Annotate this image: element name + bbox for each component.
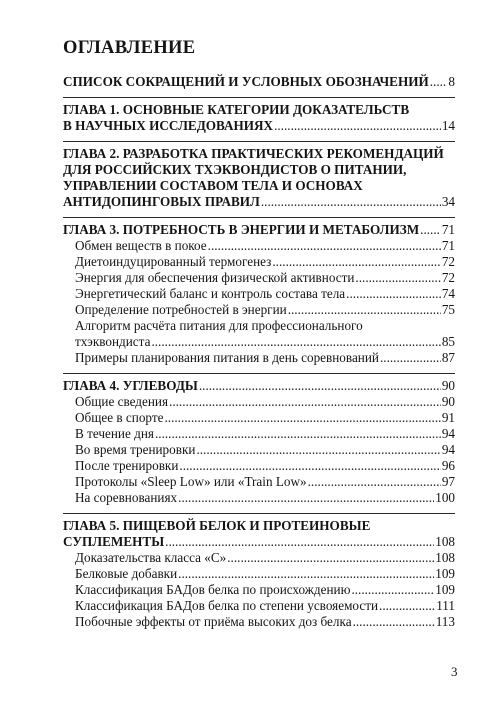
subentry-text: На соревнованиях [75, 490, 178, 505]
chapter-heading-line: СУПЛЕМЕНТЫ [63, 534, 165, 549]
toc-subentry[interactable] [63, 302, 455, 318]
subentry-text: Общие сведения [75, 394, 169, 409]
dot-leader [169, 394, 441, 410]
toc-subentry[interactable] [63, 550, 455, 566]
chapter-heading-entry[interactable] [63, 74, 455, 90]
chapter-heading-line: УПРАВЛЕНИИ СОСТАВОМ ТЕЛА И ОСНОВАХ [63, 178, 363, 193]
toc-chapter [63, 74, 455, 97]
dot-leader [420, 222, 441, 238]
subentry-page-number: 72 [441, 254, 455, 269]
toc-chapter [63, 97, 455, 141]
dot-leader [151, 334, 440, 350]
toc-chapter [63, 217, 455, 373]
page-number: 3 [451, 664, 458, 679]
subentry-page-number: 109 [435, 566, 455, 581]
subentry-page-number: 100 [435, 490, 455, 505]
subentry-page-number: 87 [441, 350, 455, 365]
toc-subentry[interactable] [63, 582, 455, 598]
chapter-heading-entry[interactable] [63, 378, 455, 394]
dot-leader [308, 474, 441, 490]
chapter-page-number: 90 [441, 378, 455, 393]
subentry-text: Энергия для обеспечения физической активности [75, 270, 355, 285]
dot-leader [274, 118, 441, 134]
subentry-text: В течение дня [75, 426, 154, 441]
dot-leader [355, 270, 440, 286]
subentry-page-number: 74 [441, 286, 455, 301]
dot-leader [178, 566, 434, 582]
chapter-heading-entry[interactable] [63, 222, 455, 238]
chapter-heading-entry[interactable] [63, 194, 455, 210]
dot-leader [353, 614, 435, 630]
subentry-page-number: 90 [441, 394, 455, 409]
subentry-text: Примеры планирования питания в день соревнований [75, 350, 379, 365]
subentry-text: Общее в спорте [75, 410, 164, 425]
subentry-page-number: 111 [436, 598, 455, 613]
chapter-page-number: 34 [441, 194, 455, 209]
chapter-page-number: 71 [441, 222, 455, 237]
dot-leader [351, 582, 434, 598]
chapter-heading-entry[interactable] [63, 534, 455, 550]
dot-leader [208, 238, 441, 254]
subentry-text: Энергетический баланс и контроль состава тела [75, 286, 346, 301]
chapter-heading-line: ГЛАВА 1. ОСНОВНЫЕ КАТЕГОРИИ ДОКАЗАТЕЛЬСТВ [63, 102, 410, 117]
toc-subentry[interactable] [63, 426, 455, 442]
subentry-text: Белковые добавки [75, 566, 178, 581]
toc-chapter [63, 373, 455, 513]
subentry-page-number: 96 [441, 458, 455, 473]
chapter-heading-line: ГЛАВА 4. УГЛЕВОДЫ [63, 378, 198, 393]
dot-leader [380, 350, 441, 366]
subentry-text: Во время тренировки [75, 442, 196, 457]
subentry-page-number: 72 [441, 270, 455, 285]
chapter-heading-line: СПИСОК СОКРАЩЕНИЙ И УСЛОВНЫХ ОБОЗНАЧЕНИЙ [63, 74, 429, 89]
dot-leader [179, 458, 440, 474]
dot-leader [155, 426, 441, 442]
subentry-text: Диетоиндуцированный термогенез [75, 254, 272, 269]
chapter-page-number: 108 [435, 534, 455, 549]
chapter-page-number: 14 [441, 118, 455, 133]
toc-subentry[interactable] [63, 238, 455, 254]
subentry-page-number: 94 [441, 442, 455, 457]
dot-leader [346, 286, 441, 302]
subentry-text: Обмен веществ в покое [75, 238, 207, 253]
subentry-text: тхэквондиста [75, 334, 151, 349]
toc-chapter [63, 141, 455, 217]
toc-subentry[interactable] [63, 490, 455, 506]
subentry-page-number: 91 [441, 410, 455, 425]
toc-subentry[interactable] [63, 254, 455, 270]
dot-leader [272, 254, 440, 270]
toc-subentry[interactable] [63, 458, 455, 474]
subentry-page-number: 94 [441, 426, 455, 441]
toc-subentry[interactable] [63, 614, 455, 630]
dot-leader [196, 442, 440, 458]
chapter-heading-line: ГЛАВА 3. ПОТРЕБНОСТЬ В ЭНЕРГИИ И МЕТАБОЛИЗМ [63, 222, 420, 237]
dot-leader [164, 410, 440, 426]
subentry-text: Алгоритм расчёта питания для профессионального [75, 318, 363, 333]
subentry-text: Побочные эффекты от приёма высоких доз белка [75, 614, 352, 629]
toc-subentry-line [63, 318, 455, 334]
chapter-heading-line: ГЛАВА 2. РАЗРАБОТКА ПРАКТИЧЕСКИХ РЕКОМЕНДАЦИЙ [63, 146, 444, 161]
dot-leader [430, 74, 448, 90]
toc-title: ОГЛАВЛЕНИЕ [63, 38, 196, 58]
subentry-text: Классификация БАДов белка по степени усвояемости [75, 598, 379, 613]
dot-leader [379, 598, 435, 614]
chapter-heading-line: ГЛАВА 5. ПИЩЕВОЙ БЕЛОК И ПРОТЕИНОВЫЕ [63, 518, 371, 533]
dot-leader [165, 534, 434, 550]
subentry-page-number: 97 [441, 474, 455, 489]
subentry-page-number: 85 [441, 334, 455, 349]
subentry-page-number: 108 [435, 550, 455, 565]
toc-chapter [63, 513, 455, 637]
dot-leader [261, 194, 441, 210]
subentry-text: Протоколы «Sleep Low» или «Train Low» [75, 474, 307, 489]
chapter-heading-entry[interactable] [63, 118, 455, 134]
subentry-text: Классификация БАДов белка по происхождению [75, 582, 351, 597]
toc-subentry[interactable] [63, 350, 455, 366]
table-of-contents [63, 74, 455, 637]
dot-leader [178, 490, 434, 506]
subentry-text: Доказательства класса «С» [75, 550, 227, 565]
subentry-text: Определение потребностей в энергии [75, 302, 287, 317]
subentry-page-number: 71 [441, 238, 455, 253]
toc-subentry[interactable] [63, 474, 455, 490]
chapter-heading-line: В НАУЧНЫХ ИССЛЕДОВАНИЯХ [63, 118, 274, 133]
subentry-page-number: 109 [435, 582, 455, 597]
toc-subentry[interactable] [63, 566, 455, 582]
dot-leader [288, 302, 441, 318]
subentry-text: После тренировки [75, 458, 179, 473]
toc-subentry[interactable] [63, 334, 455, 350]
toc-subentry[interactable] [63, 270, 455, 286]
toc-subentry[interactable] [63, 442, 455, 458]
toc-subentry[interactable] [63, 598, 455, 614]
toc-subentry[interactable] [63, 286, 455, 302]
dot-leader [227, 550, 434, 566]
subentry-page-number: 113 [435, 614, 455, 629]
toc-subentry[interactable] [63, 394, 455, 410]
dot-leader [199, 378, 441, 394]
chapter-page-number: 8 [448, 74, 455, 89]
toc-subentry[interactable] [63, 410, 455, 426]
chapter-heading-line: АНТИДОПИНГОВЫХ ПРАВИЛ [63, 194, 260, 209]
subentry-page-number: 75 [441, 302, 455, 317]
chapter-heading-line: ДЛЯ РОССИЙСКИХ ТХЭКВОНДИСТОВ О ПИТАНИИ, [63, 162, 407, 177]
